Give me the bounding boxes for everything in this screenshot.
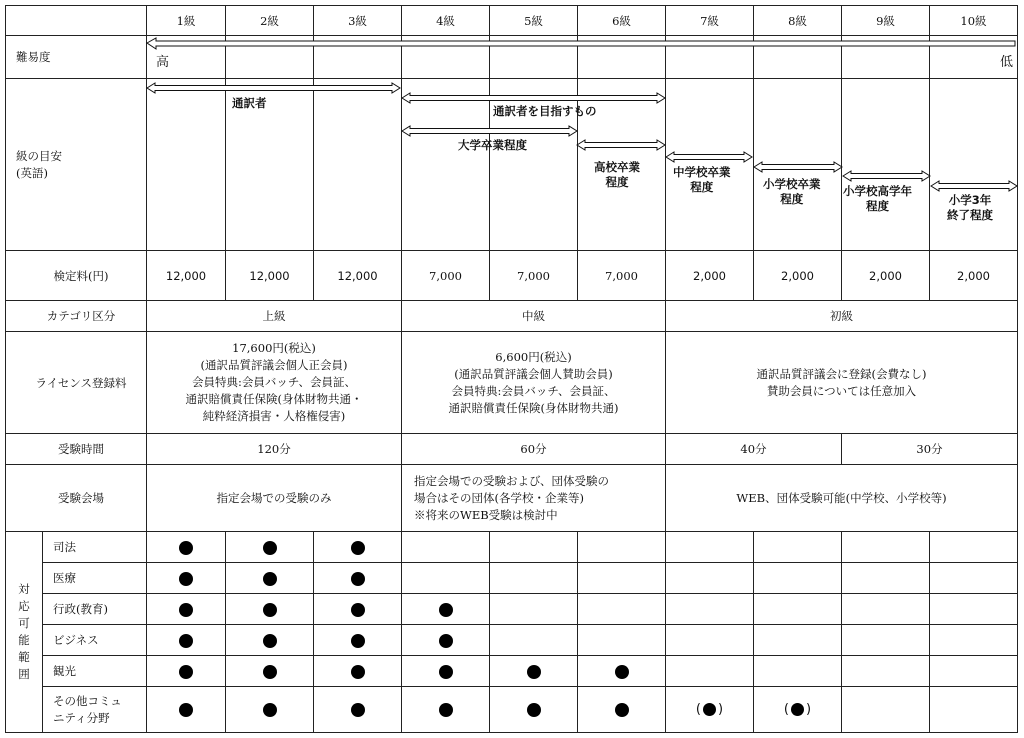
filled-circle-icon xyxy=(439,603,453,617)
scope-empty xyxy=(842,594,930,625)
license-upper-line5: 純粋経済損害・人格権侵害) xyxy=(202,409,346,423)
license-middle-line1: 6,600円(税込) xyxy=(495,349,572,364)
venue-middle xyxy=(402,465,666,532)
filled-circle-icon xyxy=(439,703,453,717)
scope-mark xyxy=(147,687,226,733)
fee-grade-4: 7,000 xyxy=(402,251,490,301)
scope-mark xyxy=(314,625,402,656)
filled-circle-icon xyxy=(703,703,716,716)
scope-mark xyxy=(578,656,666,687)
scope-mark xyxy=(147,625,226,656)
scope-empty xyxy=(754,625,842,656)
scope-name: 行政(教育) xyxy=(43,594,147,625)
scope-mark xyxy=(402,625,490,656)
grade-10-header: 10級 xyxy=(930,6,1018,36)
scope-empty xyxy=(666,656,754,687)
venue-middle-line1: 指定会場での受験および、団体受験の xyxy=(414,473,610,488)
scope-empty xyxy=(666,625,754,656)
fee-grade-6: 7,000 xyxy=(578,251,666,301)
license-upper-line4: 通訳賠償責任保険(身体財物共通・ xyxy=(185,392,363,406)
fee-grade-9: 2,000 xyxy=(842,251,930,301)
level-elem3-l2: 終了程度 xyxy=(947,208,993,222)
license-beginner xyxy=(666,332,1018,434)
scope-row-medical xyxy=(6,563,1018,594)
scope-name: 医療 xyxy=(43,563,147,594)
license-upper-line3: 会員特典:会員バッチ、会員証、 xyxy=(191,375,357,389)
filled-circle-icon xyxy=(527,703,541,717)
scope-name: ビジネス xyxy=(43,625,147,656)
filled-circle-icon xyxy=(263,541,277,555)
scope-label-char: 囲 xyxy=(18,667,30,681)
scope-mark xyxy=(490,656,578,687)
level-elementary xyxy=(763,177,821,207)
scope-name-line2: ニティ分野 xyxy=(53,710,110,725)
filled-circle-icon xyxy=(615,703,629,717)
scope-mark xyxy=(314,687,402,733)
filled-circle-icon xyxy=(439,665,453,679)
venue-upper: 指定会場での受験のみ xyxy=(147,465,402,532)
scope-mark xyxy=(490,687,578,733)
scope-mark xyxy=(226,656,314,687)
filled-circle-icon xyxy=(791,703,804,716)
scope-mark-partial xyxy=(666,687,754,733)
difficulty-label: 難易度 xyxy=(6,36,147,79)
level-elementary-l1: 小学校卒業 xyxy=(763,177,821,191)
scope-label-char: 対 xyxy=(18,582,30,596)
scope-empty xyxy=(754,532,842,563)
license-beginner-line2: 賛助会員については任意加入 xyxy=(766,383,917,398)
scope-empty xyxy=(490,563,578,594)
scope-name-line1: その他コミュ xyxy=(53,693,122,708)
scope-label-char: 範 xyxy=(18,650,30,664)
scope-empty xyxy=(930,687,1018,733)
scope-empty xyxy=(666,532,754,563)
level-aspiring: 通訳者を目指すもの xyxy=(493,104,597,118)
scope-mark xyxy=(226,563,314,594)
scope-label-char: 能 xyxy=(18,633,30,647)
scope-row-tourism xyxy=(6,656,1018,687)
level-juniorhigh xyxy=(673,165,731,195)
level-elemupper-l2: 程度 xyxy=(866,199,889,213)
category-label: カテゴリ区分 xyxy=(6,301,147,332)
grade-2-header: 2級 xyxy=(226,6,314,36)
license-middle-line2: (通訳品質評議会個人賛助会員) xyxy=(454,366,613,381)
difficulty-low: 低 xyxy=(1000,55,1014,70)
category-middle: 中級 xyxy=(402,301,666,332)
scope-mark xyxy=(226,594,314,625)
venue-beginner: WEB、団体受験可能(中学校、小学校等) xyxy=(666,465,1018,532)
filled-circle-icon xyxy=(263,665,277,679)
scope-mark xyxy=(147,563,226,594)
filled-circle-icon xyxy=(351,541,365,555)
scope-name xyxy=(43,687,147,733)
difficulty-high: 高 xyxy=(156,55,170,70)
scope-empty xyxy=(490,532,578,563)
time-grade-7-8: 40分 xyxy=(666,434,842,465)
level-interpreter: 通訳者 xyxy=(232,96,267,110)
scope-mark xyxy=(314,656,402,687)
filled-circle-icon xyxy=(179,634,193,648)
filled-circle-icon xyxy=(263,603,277,617)
scope-empty xyxy=(842,625,930,656)
scope-empty xyxy=(842,656,930,687)
grade-header-row xyxy=(6,6,1018,36)
scope-row-business xyxy=(6,625,1018,656)
time-middle: 60分 xyxy=(402,434,666,465)
scope-mark xyxy=(147,532,226,563)
level-highschool-l1: 高校卒業 xyxy=(594,160,640,174)
scope-empty xyxy=(578,532,666,563)
fee-grade-5: 7,000 xyxy=(490,251,578,301)
filled-circle-icon xyxy=(179,541,193,555)
license-middle-line4: 通訳賠償責任保険(身体財物共通) xyxy=(448,400,619,415)
level-label-line2: (英語) xyxy=(16,165,48,180)
time-upper: 120分 xyxy=(147,434,402,465)
level-university: 大学卒業程度 xyxy=(458,138,527,152)
scope-empty xyxy=(842,563,930,594)
grade-5-header: 5級 xyxy=(490,6,578,36)
grade-6-header: 6級 xyxy=(578,6,666,36)
filled-circle-icon xyxy=(179,703,193,717)
filled-circle-icon xyxy=(351,665,365,679)
level-elem3 xyxy=(947,193,993,223)
venue-middle-line2: 場合はその団体(各学校・企業等) xyxy=(414,490,584,505)
filled-circle-icon xyxy=(179,603,193,617)
scope-mark-partial xyxy=(754,687,842,733)
scope-mark xyxy=(226,532,314,563)
fee-grade-7: 2,000 xyxy=(666,251,754,301)
scope-empty xyxy=(842,687,930,733)
level-juniorhigh-l1: 中学校卒業 xyxy=(673,165,731,179)
grade-7-header: 7級 xyxy=(666,6,754,36)
scope-empty xyxy=(754,656,842,687)
fee-grade-10: 2,000 xyxy=(930,251,1018,301)
corner-cell xyxy=(6,6,147,36)
scope-label-char: 可 xyxy=(18,616,30,630)
category-row xyxy=(6,301,1018,332)
scope-mark xyxy=(402,687,490,733)
license-row xyxy=(6,332,1018,434)
scope-empty xyxy=(578,563,666,594)
category-upper: 上級 xyxy=(147,301,402,332)
license-label: ライセンス登録料 xyxy=(6,332,147,434)
level-highschool-l2: 程度 xyxy=(605,175,629,189)
scope-mark xyxy=(314,532,402,563)
category-beginner: 初級 xyxy=(666,301,1018,332)
license-upper-line2: (通訳品質評議会個人正会員) xyxy=(200,358,348,372)
filled-circle-icon xyxy=(351,703,365,717)
filled-circle-icon xyxy=(351,603,365,617)
license-beginner-line1: 通訳品質評議会に登録(会費なし) xyxy=(756,366,927,381)
level-elem3-l1: 小学3年 xyxy=(948,193,992,207)
scope-row-law xyxy=(6,532,1018,563)
fee-label: 検定料(円) xyxy=(6,251,147,301)
scope-empty xyxy=(666,563,754,594)
scope-mark xyxy=(147,656,226,687)
level-elementary-l2: 程度 xyxy=(780,192,804,206)
scope-row-community xyxy=(6,687,1018,733)
fee-grade-1: 12,000 xyxy=(147,251,226,301)
grade-8-header: 8級 xyxy=(754,6,842,36)
scope-empty xyxy=(402,532,490,563)
parenthesized-circle-icon: ( ) xyxy=(783,702,812,717)
license-middle xyxy=(402,332,666,434)
fee-row xyxy=(6,251,1018,301)
scope-mark xyxy=(314,563,402,594)
scope-label xyxy=(6,532,43,733)
scope-empty xyxy=(930,656,1018,687)
venue-row xyxy=(6,465,1018,532)
grade-4-header: 4級 xyxy=(402,6,490,36)
scope-empty xyxy=(754,563,842,594)
scope-empty xyxy=(490,594,578,625)
fee-grade-3: 12,000 xyxy=(314,251,402,301)
scope-name: 司法 xyxy=(43,532,147,563)
scope-empty xyxy=(490,625,578,656)
filled-circle-icon xyxy=(179,572,193,586)
license-upper xyxy=(147,332,402,434)
filled-circle-icon xyxy=(351,634,365,648)
scope-empty xyxy=(754,594,842,625)
grade-9-header: 9級 xyxy=(842,6,930,36)
filled-circle-icon xyxy=(263,572,277,586)
scope-mark xyxy=(314,594,402,625)
grade-1-header: 1級 xyxy=(147,6,226,36)
filled-circle-icon xyxy=(351,572,365,586)
scope-mark xyxy=(147,594,226,625)
fee-grade-8: 2,000 xyxy=(754,251,842,301)
venue-label: 受験会場 xyxy=(6,465,147,532)
scope-empty xyxy=(930,563,1018,594)
scope-mark xyxy=(402,594,490,625)
filled-circle-icon xyxy=(179,665,193,679)
license-middle-line3: 会員特典:会員バッチ、会員証、 xyxy=(451,383,616,398)
scope-empty xyxy=(666,594,754,625)
filled-circle-icon xyxy=(527,665,541,679)
license-upper-line1: 17,600円(税込) xyxy=(232,341,316,355)
scope-empty xyxy=(930,532,1018,563)
scope-empty xyxy=(402,563,490,594)
level-elemupper-l1: 小学校高学年 xyxy=(843,184,912,198)
scope-name: 観光 xyxy=(43,656,147,687)
level-label xyxy=(6,79,147,251)
level-elem-upper xyxy=(843,184,912,214)
scope-mark xyxy=(226,625,314,656)
filled-circle-icon xyxy=(615,665,629,679)
time-row xyxy=(6,434,1018,465)
time-grade-9-10: 30分 xyxy=(842,434,1018,465)
fee-grade-2: 12,000 xyxy=(226,251,314,301)
filled-circle-icon xyxy=(263,634,277,648)
grade-3-header: 3級 xyxy=(314,6,402,36)
scope-row-administration xyxy=(6,594,1018,625)
level-juniorhigh-l2: 程度 xyxy=(690,180,714,194)
parenthesized-circle-icon: ( ) xyxy=(695,702,724,717)
filled-circle-icon xyxy=(439,634,453,648)
scope-mark xyxy=(226,687,314,733)
scope-mark xyxy=(578,687,666,733)
level-label-line1: 級の目安 xyxy=(16,148,62,163)
scope-empty xyxy=(930,594,1018,625)
scope-empty xyxy=(578,625,666,656)
level-highschool xyxy=(594,160,640,190)
filled-circle-icon xyxy=(263,703,277,717)
scope-empty xyxy=(930,625,1018,656)
scope-empty xyxy=(842,532,930,563)
venue-middle-line3: ※将来のWEB受験は検討中 xyxy=(414,507,558,522)
scope-empty xyxy=(578,594,666,625)
scope-label-char: 応 xyxy=(18,599,30,613)
time-label: 受験時間 xyxy=(6,434,147,465)
scope-mark xyxy=(402,656,490,687)
